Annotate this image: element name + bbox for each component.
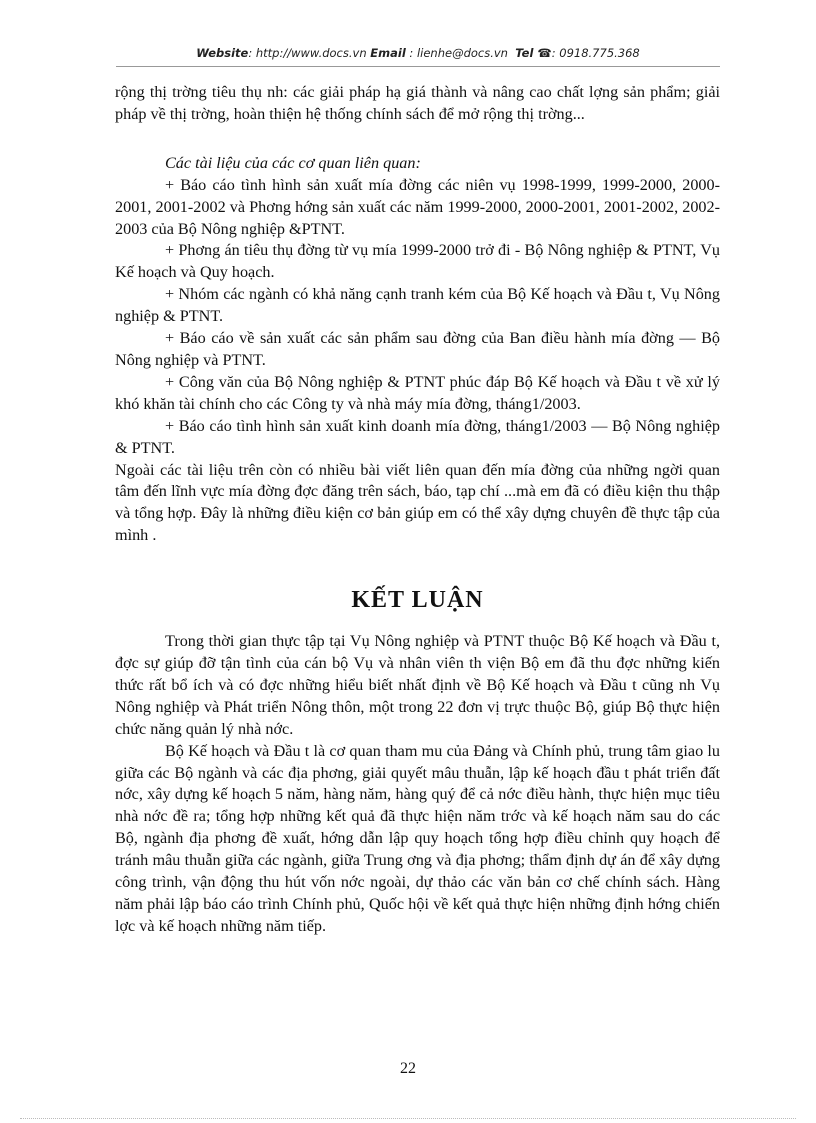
website-value: : http://www.docs.vn bbox=[248, 46, 367, 60]
documents-heading: Các tài liệu của các cơ quan liên quan: bbox=[165, 153, 421, 172]
document-item-3: + Nhóm các ngành có khả năng cạnh tranh kém của Bộ Kế hoạch và Đầu t, Vụ Nông nghiệp & PTNT. bbox=[115, 285, 720, 326]
tel-value: : 0918.775.368 bbox=[551, 46, 640, 60]
page-bottom-divider bbox=[20, 1118, 796, 1119]
document-item-6: + Báo cáo tình hình sản xuất kinh doanh mía đờng, tháng1/2003 — Bộ Nông nghiệp & PTNT. bbox=[115, 416, 720, 457]
email-label: Email bbox=[370, 46, 406, 60]
document-item-2: + Phơng án tiêu thụ đờng từ vụ mía 1999-2000 trở đi - Bộ Nông nghiệp & PTNT, Vụ Kế hoạch và Quy hoạch. bbox=[115, 241, 720, 282]
document-item-1: + Báo cáo tình hình sản xuất mía đờng các niên vụ 1998-1999, 1999-2000, 2000-2001, 2001-2002 và Phơng hớng sản xuất các năm 1999-2000, 2000-2001, 2001-2002, 2002-2003 của Bộ Nông nghiệp &PTNT. bbox=[115, 175, 720, 238]
paragraph-market: rộng thị trờng tiêu thụ nh: các giải pháp hạ giá thành và nâng cao chất lợng sản phẩm; giải pháp về thị trờng, hoàn thiện hệ thống chính sách để mở rộng thị trờng... bbox=[115, 83, 720, 123]
page-header bbox=[116, 46, 720, 60]
page-number: 22 bbox=[400, 1060, 416, 1077]
website-label: Website bbox=[196, 46, 249, 60]
document-item-5: + Công văn của Bộ Nông nghiệp & PTNT phúc đáp Bộ Kế hoạch và Đầu t về xử lý khó khăn tài chính cho các Công ty và nhà máy mía đờng, tháng1/2003. bbox=[115, 372, 720, 413]
conclusion-paragraph-2: Bộ Kế hoạch và Đầu t là cơ quan tham mu của Đảng và Chính phủ, trung tâm giao lu giữa các Bộ ngành và các địa phơng, giải quyết mâu thuẫn, lập kế hoạch đầu t phát triển đất nớc, xây dựng kế hoạch 5 năm, hàng năm, hàng quý để cả nớc điều hành, thực hiện mục tiêu nhà nớc đề ra; tổng hợp những kết quả đã thực hiện năm trớc và kế hoạch năm sau do các Bộ, ngành địa phơng đề xuất, hớng dẫn lập quy hoạch tổng hợp điều chỉnh quy hoạch để tránh mâu thuẫn giữa các ngành, giữa Trung ơng và địa phơng; thẩm định dự án để xây dựng công trình, vận động thu hút vốn nớc ngoài, dự thảo các văn bản cơ chế chính sách. Hàng năm phải lập báo cáo trình Chính phủ, Quốc hội về kết quả thực hiện những định hớng chiến lợc và kế hoạch những năm tiếp. bbox=[115, 741, 720, 935]
paragraph-other-sources: Ngoài các tài liệu trên còn có nhiều bài viết liên quan đến mía đờng của những ngời quan tâm đến lĩnh vực mía đờng đợc đăng trên sách, báo, tạp chí ...mà em đã có điều kiện thu thập và tổng hợp. Đây là những điều kiện cơ bản giúp em có thể xây dựng chuyên đề thực tập của mình . bbox=[115, 460, 720, 545]
document-body bbox=[115, 82, 720, 938]
document-item-4: + Báo cáo về sản xuất các sản phẩm sau đờng của Ban điều hành mía đờng — Bộ Nông nghiệp và PTNT. bbox=[115, 329, 720, 369]
conclusion-paragraph-1: Trong thời gian thực tập tại Vụ Nông nghiệp và PTNT thuộc Bộ Kế hoạch và Đầu t, đợc sự giúp đỡ tận tình của cán bộ Vụ và nhân viên th viện Bộ em đã thu đợc những kiến thức rất bổ ích và có đợc những hiểu biết nhất định về Bộ Kế hoạch và Đầu t cũng nh Vụ Nông nghiệp và Phát triển Nông thôn, một trong 22 đơn vị trực thuộc Bộ, giúp Bộ thực hiện chức năng quản lý nhà nớc. bbox=[115, 632, 720, 738]
header-divider bbox=[116, 66, 720, 67]
tel-label: Tel ☎ bbox=[515, 46, 552, 60]
conclusion-title: KẾT LUẬN bbox=[351, 587, 484, 614]
email-value: : lienhe@docs.vn bbox=[409, 46, 508, 60]
